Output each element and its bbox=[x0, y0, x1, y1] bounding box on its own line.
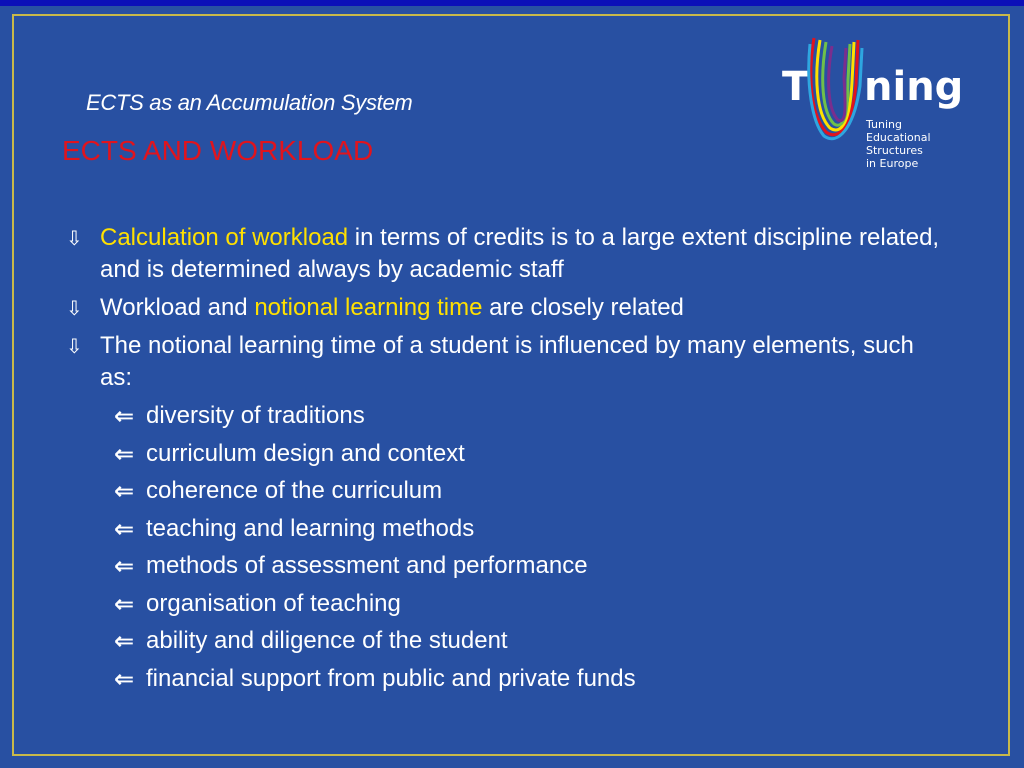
bullet-text: Workload and bbox=[100, 294, 255, 321]
sub-bullet-item bbox=[62, 438, 942, 470]
double-left-arrow-icon: ⇐ bbox=[114, 477, 135, 505]
logo-tagline-line: Educational Structures bbox=[866, 131, 931, 157]
double-left-arrow-icon: ⇐ bbox=[114, 589, 135, 618]
double-left-arrow-icon: ⇐ bbox=[114, 552, 135, 580]
sub-bullet-item bbox=[62, 475, 942, 507]
sub-bullet-text: coherence of the curriculum bbox=[146, 477, 443, 504]
highlighted-text: notional learning time bbox=[254, 294, 483, 321]
highlighted-text: Calculation of workload bbox=[100, 224, 349, 251]
sub-bullet-text: organisation of teaching bbox=[146, 589, 401, 617]
sub-bullet-item bbox=[62, 513, 942, 545]
bullet-list bbox=[62, 222, 942, 394]
sub-bullet-item bbox=[62, 625, 942, 657]
logo-ribbon-icon bbox=[806, 34, 864, 142]
sub-bullet-list bbox=[62, 400, 942, 695]
logo-tagline-line: in Europe bbox=[866, 157, 919, 170]
sub-bullet-item bbox=[62, 588, 942, 620]
bullet-text: in terms of credits is to a large extent discipline related, and is determined always by academic staff bbox=[100, 224, 940, 283]
sub-bullet-item bbox=[62, 550, 942, 582]
logo-tagline-line: Tuning bbox=[866, 118, 903, 131]
double-left-arrow-icon: ⇐ bbox=[114, 627, 135, 655]
double-left-arrow-icon: ⇐ bbox=[114, 402, 135, 430]
top-bar bbox=[0, 0, 1024, 6]
outline-down-arrow-icon: ⇩ bbox=[66, 296, 83, 320]
logo-word-ning: ning bbox=[864, 64, 964, 110]
sub-bullet-text: teaching and learning methods bbox=[146, 514, 475, 542]
sub-bullet-text: financial support from public and private funds bbox=[146, 664, 636, 692]
bullet-item bbox=[62, 330, 942, 394]
bullet-item bbox=[62, 292, 942, 324]
outline-down-arrow-icon: ⇩ bbox=[66, 226, 83, 250]
sub-bullet-item bbox=[62, 400, 942, 432]
sub-bullet-text: diversity of traditions bbox=[146, 402, 365, 429]
double-left-arrow-icon: ⇐ bbox=[114, 514, 135, 543]
double-left-arrow-icon: ⇐ bbox=[114, 664, 135, 693]
bullet-text: The notional learning time of a student is influenced by many elements, such as: bbox=[100, 332, 914, 391]
slide-subtitle: ECTS as an Accumulation System bbox=[86, 90, 413, 115]
bullet-item bbox=[62, 222, 942, 286]
sub-bullet-text: methods of assessment and performance bbox=[146, 552, 588, 579]
slide-content bbox=[62, 222, 942, 700]
outline-down-arrow-icon: ⇩ bbox=[66, 334, 83, 358]
bullet-text: are closely related bbox=[482, 294, 684, 321]
logo-letter-t: T bbox=[782, 64, 810, 110]
sub-bullet-text: curriculum design and context bbox=[146, 439, 465, 467]
double-left-arrow-icon: ⇐ bbox=[114, 439, 135, 468]
logo-tagline bbox=[866, 118, 990, 170]
sub-bullet-item bbox=[62, 663, 942, 695]
sub-bullet-text: ability and diligence of the student bbox=[146, 627, 508, 654]
slide-title: ECTS AND WORKLOAD bbox=[62, 135, 374, 166]
tuning-logo bbox=[780, 34, 990, 170]
